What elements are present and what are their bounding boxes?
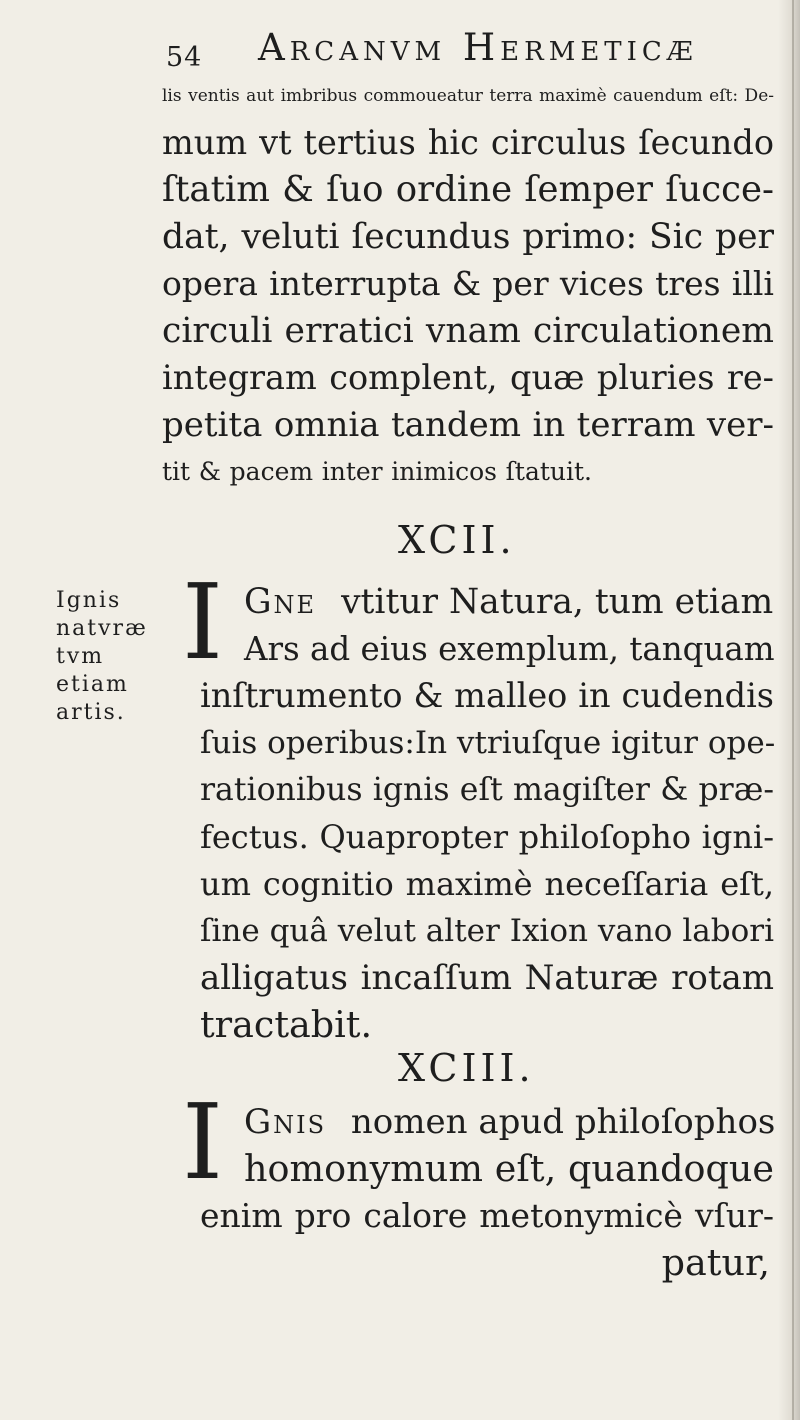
- text-line: ſuis operibus:In vtriuſque igitur ope-: [200, 725, 776, 761]
- text-line: integram complent, quæ pluries re-: [162, 358, 774, 397]
- text-line: petita omnia tandem in terram ver-: [162, 405, 774, 445]
- text-line: rationibus ignis eſt magiſter & præ-: [200, 772, 774, 808]
- text-line: mum vt tertius hic circulus ſecundo: [162, 123, 774, 162]
- page-edge-shadow: [778, 0, 800, 1420]
- marginal-note-line: Ignis: [56, 588, 122, 613]
- text-line: ſine quâ velut alter Ixion vano labori: [200, 913, 774, 949]
- text-line: dat, veluti ſecundus primo: Sic per: [162, 217, 774, 257]
- text-line: Ars ad eius exemplum, tanquam: [244, 630, 775, 668]
- text-line: opera interrupta & per vices tres illi: [162, 264, 774, 303]
- catchword: patur,: [661, 1241, 770, 1284]
- first-line-rest: nomen apud philoſophos: [350, 1102, 776, 1142]
- section-numeral: XCIII.: [398, 1046, 535, 1090]
- text-line: [244, 1100, 774, 1144]
- text-line: alligatus incaſſum Naturæ rotam: [200, 958, 774, 998]
- text-line: circuli erratici vnam circulationem: [162, 311, 774, 351]
- text-line: tit & pacem inter inimicos ſtatuit.: [162, 457, 592, 486]
- first-word: Gnis: [244, 1102, 327, 1142]
- text-line: ſtatim & ſuo ordine ſemper ſucce-: [162, 169, 774, 210]
- marginal-note-line: artis.: [56, 700, 126, 725]
- page-edge-line: [792, 0, 794, 1420]
- first-word: Gne: [244, 582, 317, 622]
- running-title: Arcanvm Hermeticæ: [258, 26, 698, 69]
- text-line: lis ventis aut imbribus commoueatur terra maximè cauendum eſt: De-: [162, 86, 774, 106]
- drop-cap: I: [182, 1081, 224, 1203]
- marginal-note-line: etiam: [56, 672, 129, 697]
- text-line: inſtrumento & malleo in cudendis: [200, 676, 774, 715]
- text-line: homonymum eſt, quandoque: [244, 1147, 774, 1190]
- text-line: [244, 580, 774, 624]
- text-line: um cognitio maximè neceſſaria eſt,: [200, 865, 774, 903]
- text-line: fectus. Quapropter philoſopho igni-: [200, 818, 774, 856]
- marginal-note-line: natvræ: [56, 616, 148, 641]
- text-line: tractabit.: [200, 1003, 373, 1046]
- first-line-rest: vtitur Natura, tum etiam: [341, 582, 774, 622]
- page-number: 54: [166, 42, 203, 73]
- page-header: [166, 24, 778, 73]
- section-numeral: XCII.: [398, 518, 516, 562]
- drop-cap: I: [182, 561, 224, 683]
- marginal-note-line: tvm: [56, 644, 105, 669]
- text-line: enim pro calore metonymicè vſur-: [200, 1196, 774, 1235]
